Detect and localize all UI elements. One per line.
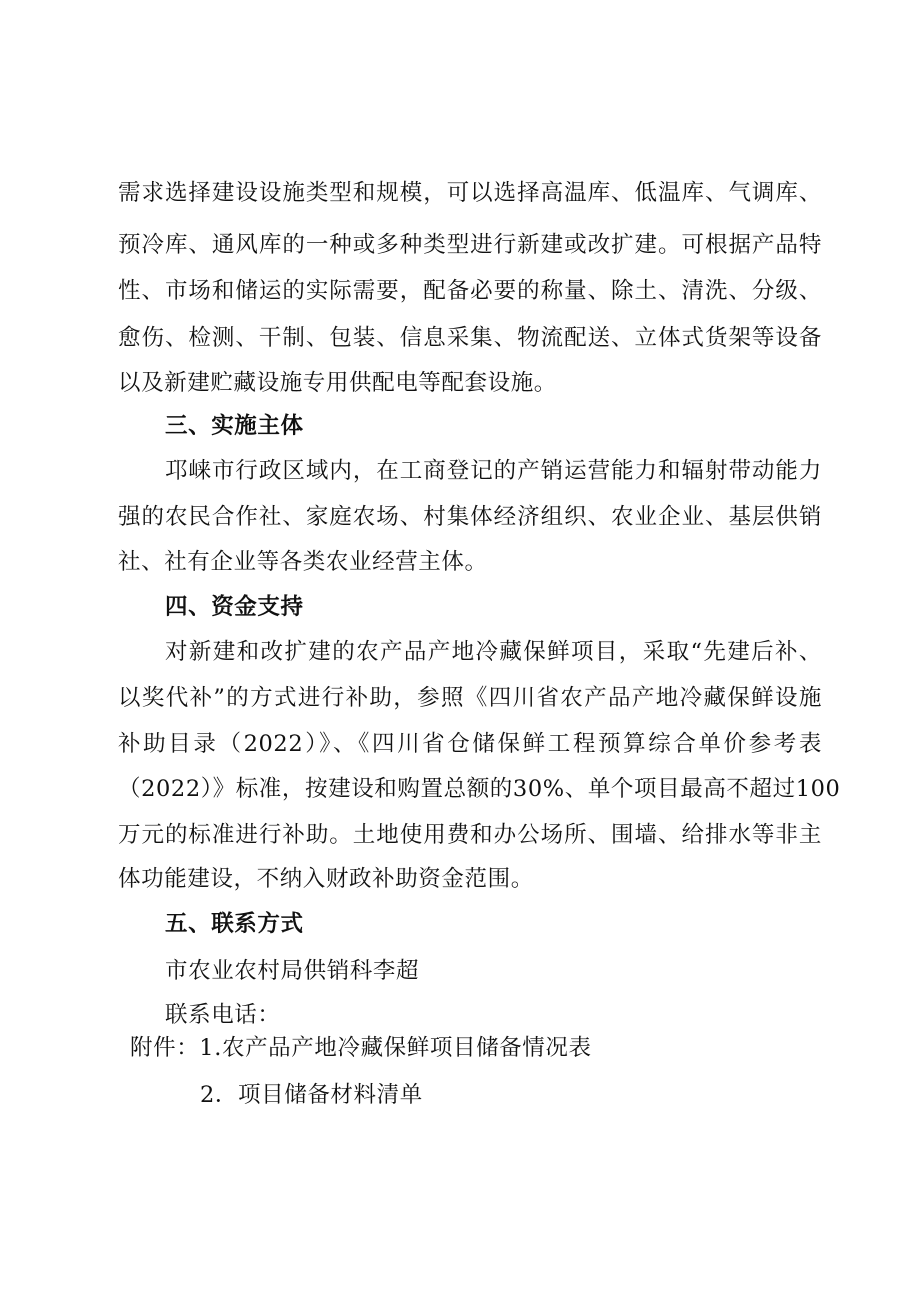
section-heading-4: 四、资金支持 <box>165 594 304 620</box>
paragraph-line: 对新建和改扩建的农产品产地冷藏保鲜项目，采取“先建后补、 <box>165 639 822 665</box>
paragraph-line: 补助目录（2022）》、《四川省仓储保鲜工程预算综合单价参考表 <box>118 731 822 757</box>
paragraph-line: 以奖代补”的方式进行补助，参照《四川省农产品产地冷藏保鲜设施 <box>118 685 822 711</box>
section-heading-3: 三、实施主体 <box>165 413 304 439</box>
paragraph-line: 万元的标准进行补助。土地使用费和办公场所、围墙、给排水等非主 <box>118 822 822 848</box>
paragraph-line: （2022）》标准，按建设和购置总额的30%、单个项目最高不超过100 <box>118 776 841 802</box>
paragraph-line: 社、社有企业等各类农业经营主体。 <box>118 549 488 575</box>
section-heading-5: 五、联系方式 <box>165 911 304 937</box>
paragraph-line: 性、市场和储运的实际需要，配备必要的称量、除土、清洗、分级、 <box>118 278 822 304</box>
paragraph-line: 以及新建贮藏设施专用供配电等配套设施。 <box>118 370 557 396</box>
paragraph-line: 预冷库、通风库的一种或多种类型进行新建或改扩建。可根据产品特 <box>118 232 822 258</box>
contact-phone: 联系电话： <box>165 1002 281 1028</box>
paragraph-line: 需求选择建设设施类型和规模，可以选择高温库、低温库、气调库、 <box>118 180 822 206</box>
paragraph-line: 邛崃市行政区域内，在工商登记的产销运营能力和辐射带动能力 <box>165 458 822 484</box>
attachment-1: 附件：1.农产品产地冷藏保鲜项目储备情况表 <box>130 1035 592 1061</box>
paragraph-line: 强的农民合作社、家庭农场、村集体经济组织、农业企业、基层供销 <box>118 504 822 530</box>
paragraph-line: 愈伤、检测、干制、包装、信息采集、物流配送、立体式货架等设备 <box>118 325 822 351</box>
contact-person: 市农业农村局供销科李超 <box>165 958 420 984</box>
attachment-2: 2．项目储备材料清单 <box>200 1082 423 1108</box>
paragraph-line: 体功能建设，不纳入财政补助资金范围。 <box>118 866 534 892</box>
